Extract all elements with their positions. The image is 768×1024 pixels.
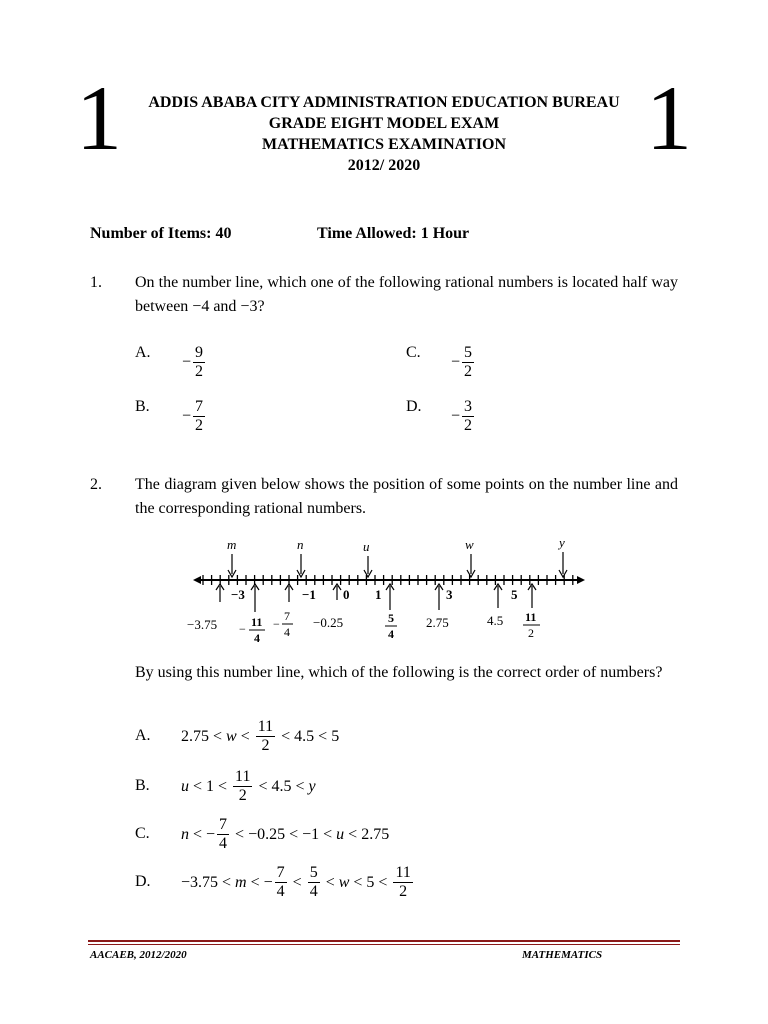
minus-sign: − [451,407,461,425]
int-label-1: 1 [375,587,382,602]
frac-7-4-num: 7 [284,609,290,623]
question-2-number: 2. [90,476,102,493]
question-1-text: On the number line, which one of the following rational numbers is located half way between −4 and −3? [135,274,678,315]
minus-sign: − [451,353,461,371]
bureau-title: ADDIS ABABA CITY ADMINISTRATION EDUCATION BUREAU [148,94,620,111]
subject-title: MATHEMATICS EXAMINATION [261,136,506,153]
option-letter: C. [406,344,421,361]
int-label-minus3: −3 [231,587,245,602]
right-arrowhead [577,576,585,584]
option-letter: B. [135,398,150,415]
minus-sign: − [182,353,192,371]
label-u: u [363,539,370,554]
big-one-right: 1 [646,67,692,169]
question-1-number: 1. [90,274,102,291]
q1-option-d[interactable] [406,398,473,434]
frac-11-4-sign: − [239,622,246,636]
q1-option-c[interactable] [406,344,473,380]
int-label-5: 5 [511,587,518,602]
option-letter: D. [135,873,151,890]
frac-7-4-sign: − [273,617,280,631]
option-letter: B. [135,777,150,794]
label-n: n [297,537,304,552]
fraction: $\frac{7}{2}$ [195,398,204,434]
int-label-0: 0 [343,587,350,602]
option-letter: D. [406,398,422,415]
int-label-3: 3 [446,587,453,602]
year-title: 2012/ 2020 [347,157,421,174]
frac-11-4-num: 11 [251,615,263,629]
number-of-items: Number of Items: 40 [90,225,232,242]
label-m: m [227,537,237,552]
frac-11-2-den: 2 [528,626,534,640]
q1-option-a[interactable] [135,344,204,380]
frac-7-4-den: 4 [284,625,290,639]
footer-left: AACAEB, 2012/2020 [90,949,187,961]
big-one-left: 1 [76,67,122,169]
fraction: $\frac{5}{2}$ [464,344,473,380]
time-allowed: Time Allowed: 1 Hour [317,225,470,242]
footer-right: MATHEMATICS [522,949,603,961]
int-label-minus1: −1 [302,587,316,602]
label-4-5: 4.5 [487,613,504,628]
number-line-diagram [185,532,595,652]
label-minus-3-75: −3.75 [187,617,218,632]
minus-sign: − [182,407,192,425]
option-letter: A. [135,727,151,744]
frac-5-4-num: 5 [388,611,394,625]
frac-11-2-num: 11 [525,610,537,624]
fraction: $\frac{3}{2}$ [464,398,473,434]
frac-11-4-den: 4 [254,631,260,645]
q1-option-b[interactable] [135,398,204,434]
question-2-text: The diagram given below shows the position of some points on the number line and the corresponding rational numbers. [135,476,678,517]
fraction: $\frac{9}{2}$ [195,344,204,380]
option-letter: A. [135,344,151,361]
left-arrowhead [193,576,201,584]
footer-rule-bottom [88,944,680,945]
label-y: y [559,535,565,550]
footer-rule-top [88,940,680,942]
label-w: w [465,537,474,552]
label-2-75: 2.75 [426,615,449,630]
question-2-prompt: By using this number line, which of the following is the correct order of numbers? [135,664,663,681]
option-letter: C. [135,825,150,842]
frac-5-4-den: 4 [388,627,394,641]
exam-title: GRADE EIGHT MODEL EXAM [268,115,500,132]
label-minus-0-25: −0.25 [313,615,344,630]
